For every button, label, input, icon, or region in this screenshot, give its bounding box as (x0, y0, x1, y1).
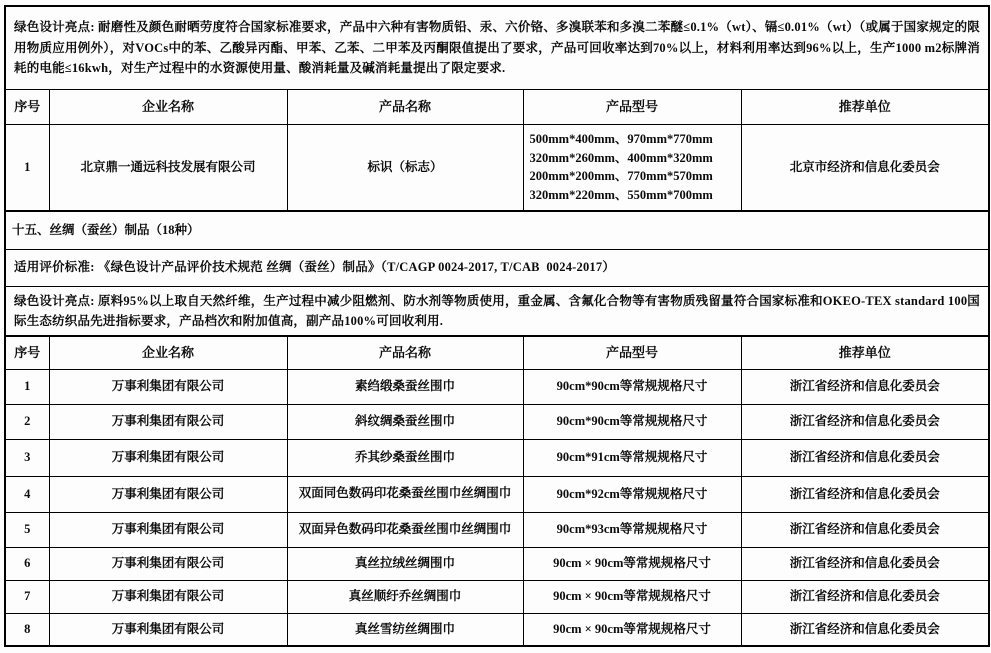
col-header-model: 产品型号 (523, 89, 741, 124)
row-no: 6 (5, 547, 49, 580)
row-no: 2 (5, 404, 49, 439)
table-row (5, 439, 989, 476)
company-name: 万事利集团有限公司 (49, 613, 287, 646)
product-name: 标识（标志） (287, 124, 523, 211)
product-name: 双面异色数码印花桑蚕丝围巾丝绸围巾 (287, 512, 523, 547)
product-model: 90cm*93cm等常规规格尺寸 (523, 512, 741, 547)
row-no: 1 (5, 369, 49, 404)
model-line: 320mm*260mm、400mm*320mm (529, 150, 713, 165)
col-header-recommender: 推荐单位 (741, 89, 989, 124)
section14-highlight-text: 绿色设计亮点: 耐磨性及颜色耐晒劳度符合国家标准要求，产品中六种有害物质铅、汞、六价铬、多溴联苯和多溴二苯醚≤0.1%（wt）、镉≤0.01%（wt）（或属于国家规定的限用物质应用例外），对VOCs中的苯、乙酸异丙酯、甲苯、乙苯、二甲苯及丙酮限值提出了要求，产品可回收率达到70%以上，材料利用率达到96%以上，生产1000 m2标牌消耗的电能≤16kwh，对生产过程中的水资源使用量、酸消耗量及碱消耗量提出了限定要求. (5, 6, 989, 89)
company-name: 万事利集团有限公司 (49, 547, 287, 580)
product-name: 乔其纱桑蚕丝围巾 (287, 439, 523, 476)
company-name: 万事利集团有限公司 (49, 580, 287, 613)
recommender-name: 北京市经济和信息化委员会 (741, 124, 989, 211)
recommender-name: 浙江省经济和信息化委员会 (741, 547, 989, 580)
company-name: 万事利集团有限公司 (49, 439, 287, 476)
row-no: 5 (5, 512, 49, 547)
green-design-products-table (4, 5, 990, 647)
product-name: 真丝拉绒丝绸围巾 (287, 547, 523, 580)
product-model: 90cm × 90cm等常规规格尺寸 (523, 580, 741, 613)
model-line: 200mm*200mm、770mm*570mm (529, 169, 713, 184)
product-model: 90cm*92cm等常规规格尺寸 (523, 476, 741, 512)
col-header-company: 企业名称 (49, 89, 287, 124)
product-name: 真丝雪纺丝绸围巾 (287, 613, 523, 646)
company-name: 万事利集团有限公司 (49, 369, 287, 404)
product-model: 90cm × 90cm等常规规格尺寸 (523, 613, 741, 646)
table-row (5, 369, 989, 404)
col-header-company: 企业名称 (49, 336, 287, 369)
col-header-product: 产品名称 (287, 336, 523, 369)
col-header-recommender: 推荐单位 (741, 336, 989, 369)
col-header-no: 序号 (5, 89, 49, 124)
product-model: 90cm*90cm等常规规格尺寸 (523, 369, 741, 404)
section15-highlight-text: 绿色设计亮点: 原料95%以上取自天然纤维，生产过程中减少阻燃剂、防水剂等物质使用，重金属、含氟化合物等有害物质残留量符合国家标准和OKEO-TEX standard 100国际生态纺织品先进指标要求，产品档次和附加值高，副产品100%可回收利用. (5, 286, 989, 336)
product-name: 素绉缎桑蚕丝围巾 (287, 369, 523, 404)
recommender-name: 浙江省经济和信息化委员会 (741, 439, 989, 476)
row-no: 7 (5, 580, 49, 613)
recommender-name: 浙江省经济和信息化委员会 (741, 512, 989, 547)
recommender-name: 浙江省经济和信息化委员会 (741, 580, 989, 613)
product-model: 90cm × 90cm等常规规格尺寸 (523, 547, 741, 580)
section15-standard-text: 适用评价标准: 《绿色设计产品评价技术规范 丝绸（蚕丝）制品》（T/CAGP 0024-2017, T/CAB 0024-2017） (5, 249, 989, 286)
row-no: 4 (5, 476, 49, 512)
product-model: 90cm*91cm等常规规格尺寸 (523, 439, 741, 476)
row-no: 3 (5, 439, 49, 476)
col-header-model: 产品型号 (523, 336, 741, 369)
recommender-name: 浙江省经济和信息化委员会 (741, 476, 989, 512)
model-line: 320mm*220mm、550mm*700mm (529, 188, 713, 202)
row-no: 1 (5, 124, 49, 211)
table-row (5, 613, 989, 646)
company-name: 万事利集团有限公司 (49, 404, 287, 439)
model-line: 500mm*400mm、970mm*770mm (529, 131, 713, 146)
table-row (5, 547, 989, 580)
company-name: 北京鼎一通远科技发展有限公司 (49, 124, 287, 211)
product-name: 真丝顺纡乔丝绸围巾 (287, 580, 523, 613)
col-header-product: 产品名称 (287, 89, 523, 124)
company-name: 万事利集团有限公司 (49, 512, 287, 547)
product-models (523, 124, 741, 211)
company-name: 万事利集团有限公司 (49, 476, 287, 512)
recommender-name: 浙江省经济和信息化委员会 (741, 613, 989, 646)
recommender-name: 浙江省经济和信息化委员会 (741, 369, 989, 404)
row-no: 8 (5, 613, 49, 646)
table-row (5, 580, 989, 613)
table-row (5, 124, 989, 211)
table-row (5, 404, 989, 439)
document-page (4, 5, 988, 647)
recommender-name: 浙江省经济和信息化委员会 (741, 404, 989, 439)
product-model: 90cm*90cm等常规规格尺寸 (523, 404, 741, 439)
product-name: 斜纹绸桑蚕丝围巾 (287, 404, 523, 439)
table-row (5, 476, 989, 512)
col-header-no: 序号 (5, 336, 49, 369)
table-row (5, 512, 989, 547)
product-name: 双面同色数码印花桑蚕丝围巾丝绸围巾 (287, 476, 523, 512)
section15-title: 十五、丝绸（蚕丝）制品（18种） (5, 211, 989, 249)
